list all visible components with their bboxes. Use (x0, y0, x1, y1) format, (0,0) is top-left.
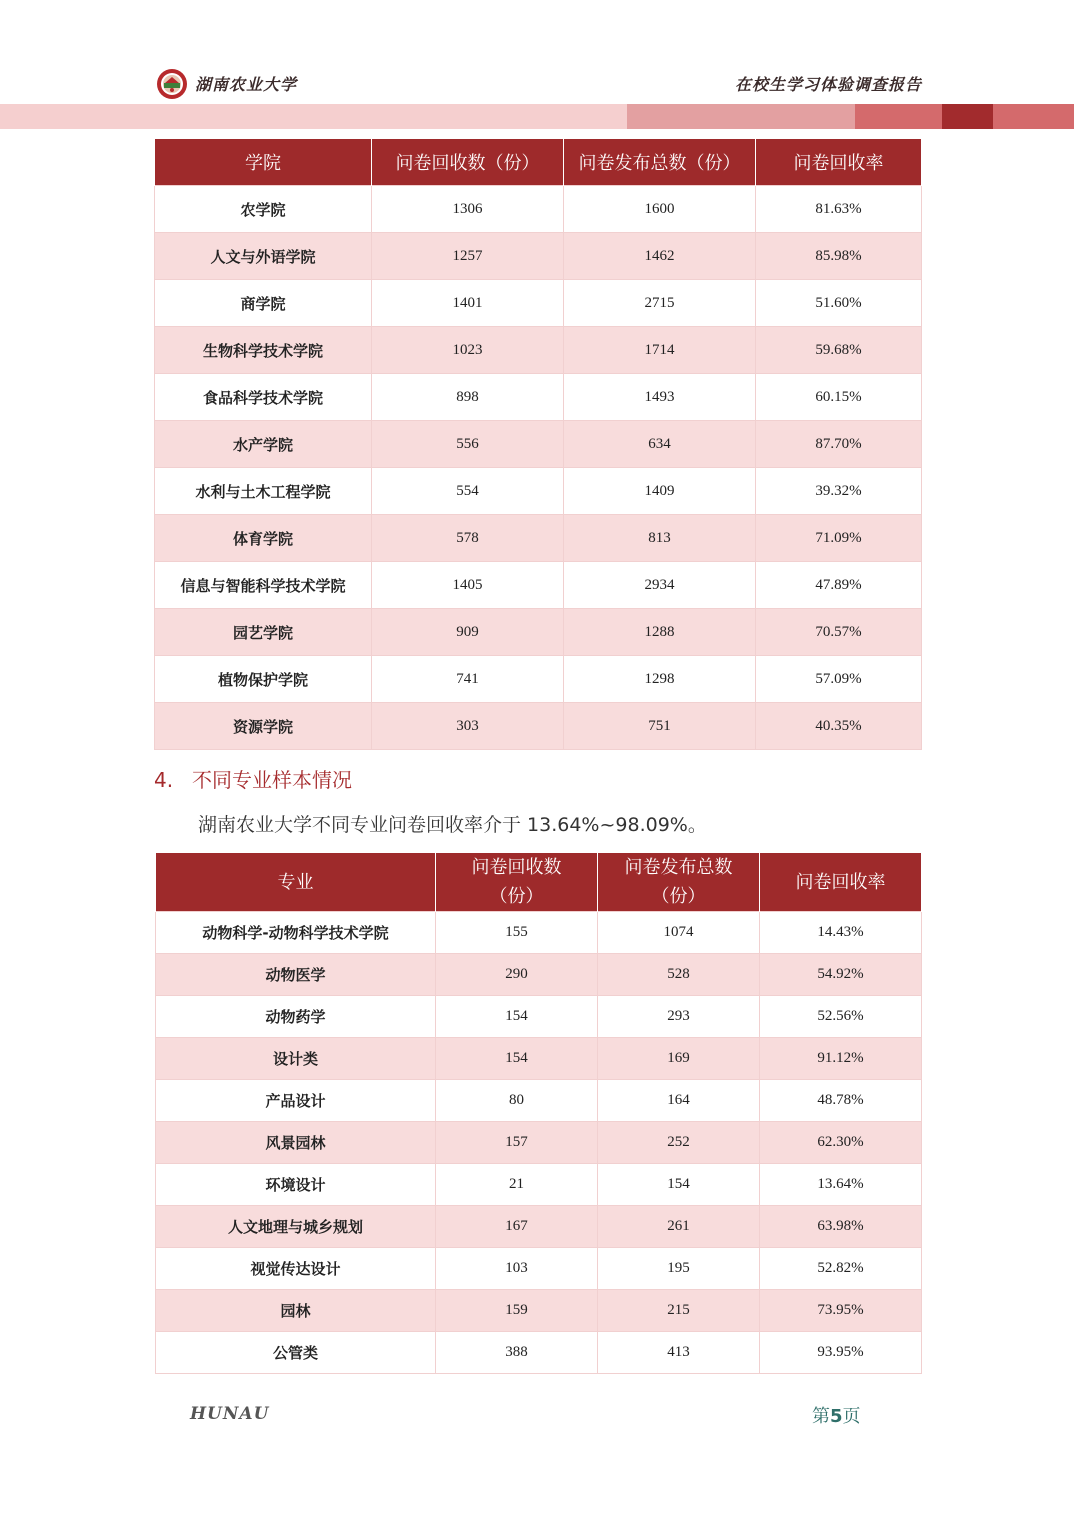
page-suffix: 页 (842, 1406, 861, 1427)
distributed-cell: 1298 (564, 656, 756, 703)
name-cell: 体育学院 (155, 515, 372, 562)
header-university-name: 湖南农业大学 (195, 75, 298, 94)
distributed-cell: 1288 (564, 609, 756, 656)
name-cell: 水产学院 (155, 421, 372, 468)
page-number-value: 5 (830, 1406, 843, 1427)
table-row (156, 1206, 922, 1248)
rate-cell: 93.95% (760, 1332, 922, 1374)
name-cell: 水利与土木工程学院 (155, 468, 372, 515)
table-row (156, 1038, 922, 1080)
rate-cell: 81.63% (756, 186, 922, 233)
table-row (155, 421, 922, 468)
distributed-cell: 2715 (564, 280, 756, 327)
rate-cell: 52.56% (760, 996, 922, 1038)
header-band-light (0, 104, 627, 129)
distributed-cell: 634 (564, 421, 756, 468)
rate-cell: 62.30% (760, 1122, 922, 1164)
section-intro-text: 湖南农业大学不同专业问卷回收率介于 13.64%~98.09%。 (198, 814, 707, 836)
distributed-cell: 413 (598, 1332, 760, 1374)
section-number: 4. (154, 768, 174, 792)
section-title: 不同专业样本情况 (192, 768, 352, 792)
responses-cell: 154 (436, 996, 598, 1038)
table-row (155, 280, 922, 327)
responses-cell: 556 (372, 421, 564, 468)
name-cell: 产品设计 (156, 1080, 436, 1122)
responses-cell: 290 (436, 954, 598, 996)
table-header-row (155, 139, 922, 186)
rate-cell: 13.64% (760, 1164, 922, 1206)
table-row (155, 468, 922, 515)
table-row (156, 1248, 922, 1290)
table-row (156, 1290, 922, 1332)
page-number (812, 1402, 861, 1428)
name-cell: 园林 (156, 1290, 436, 1332)
section-heading (154, 764, 352, 793)
table-row (155, 562, 922, 609)
rate-cell: 57.09% (756, 656, 922, 703)
responses-cell: 741 (372, 656, 564, 703)
table-row (155, 609, 922, 656)
university-seal-logo (156, 68, 188, 100)
responses-cell: 303 (372, 703, 564, 750)
distributed-cell: 2934 (564, 562, 756, 609)
table-header-row (156, 853, 922, 912)
table-row (155, 233, 922, 280)
header-band-mid (627, 104, 855, 129)
col-header-responses (436, 853, 598, 912)
major-response-table (155, 853, 922, 1374)
responses-cell: 80 (436, 1080, 598, 1122)
header-band-accent (855, 104, 942, 129)
responses-cell: 157 (436, 1122, 598, 1164)
name-cell: 公管类 (156, 1332, 436, 1374)
name-cell: 人文与外语学院 (155, 233, 372, 280)
responses-cell: 154 (436, 1038, 598, 1080)
distributed-cell: 261 (598, 1206, 760, 1248)
name-cell: 生物科学技术学院 (155, 327, 372, 374)
rate-cell: 48.78% (760, 1080, 922, 1122)
col-header-major: 专业 (156, 853, 436, 912)
footer-logo-text: HUNAU (190, 1404, 270, 1424)
table-row (155, 374, 922, 421)
responses-cell: 1405 (372, 562, 564, 609)
header-band-accent-right (993, 104, 1074, 129)
rate-cell: 71.09% (756, 515, 922, 562)
header-band-dark (942, 104, 993, 129)
distributed-cell: 1600 (564, 186, 756, 233)
col-header-college: 学院 (155, 139, 372, 186)
name-cell: 园艺学院 (155, 609, 372, 656)
rate-cell: 87.70% (756, 421, 922, 468)
name-cell: 农学院 (155, 186, 372, 233)
distributed-cell: 1714 (564, 327, 756, 374)
name-cell: 食品科学技术学院 (155, 374, 372, 421)
name-cell: 风景园林 (156, 1122, 436, 1164)
distributed-cell: 1409 (564, 468, 756, 515)
responses-cell: 1023 (372, 327, 564, 374)
name-cell: 植物保护学院 (155, 656, 372, 703)
name-cell: 设计类 (156, 1038, 436, 1080)
col-header-distributed (598, 853, 760, 912)
rate-cell: 73.95% (760, 1290, 922, 1332)
distributed-cell: 813 (564, 515, 756, 562)
distributed-cell: 1074 (598, 912, 760, 954)
responses-cell: 1306 (372, 186, 564, 233)
responses-cell: 167 (436, 1206, 598, 1248)
table-row (155, 186, 922, 233)
col-header-distributed: 问卷发布总数（份） (564, 139, 756, 186)
table-row (156, 954, 922, 996)
rate-cell: 70.57% (756, 609, 922, 656)
responses-cell: 159 (436, 1290, 598, 1332)
table-row (156, 1080, 922, 1122)
distributed-cell: 169 (598, 1038, 760, 1080)
rate-cell: 91.12% (760, 1038, 922, 1080)
page-prefix: 第 (812, 1406, 830, 1427)
table-row (156, 1164, 922, 1206)
rate-cell: 60.15% (756, 374, 922, 421)
table-row (155, 515, 922, 562)
col-header-responses-line2: （份） (489, 886, 544, 907)
col-header-responses: 问卷回收数（份） (372, 139, 564, 186)
name-cell: 动物医学 (156, 954, 436, 996)
table-row (156, 1122, 922, 1164)
rate-cell: 51.60% (756, 280, 922, 327)
col-header-responses-line1: 问卷回收数 (471, 857, 562, 878)
table-row (155, 656, 922, 703)
responses-cell: 578 (372, 515, 564, 562)
rate-cell: 14.43% (760, 912, 922, 954)
distributed-cell: 293 (598, 996, 760, 1038)
college-response-table (154, 139, 922, 750)
distributed-cell: 215 (598, 1290, 760, 1332)
responses-cell: 388 (436, 1332, 598, 1374)
table-row (155, 327, 922, 374)
col-header-rate: 问卷回收率 (760, 853, 922, 912)
name-cell: 资源学院 (155, 703, 372, 750)
responses-cell: 103 (436, 1248, 598, 1290)
responses-cell: 1257 (372, 233, 564, 280)
rate-cell: 85.98% (756, 233, 922, 280)
name-cell: 信息与智能科学技术学院 (155, 562, 372, 609)
table-row (156, 912, 922, 954)
rate-cell: 39.32% (756, 468, 922, 515)
responses-cell: 898 (372, 374, 564, 421)
rate-cell: 63.98% (760, 1206, 922, 1248)
responses-cell: 21 (436, 1164, 598, 1206)
name-cell: 视觉传达设计 (156, 1248, 436, 1290)
table-row (155, 703, 922, 750)
responses-cell: 909 (372, 609, 564, 656)
distributed-cell: 1493 (564, 374, 756, 421)
distributed-cell: 154 (598, 1164, 760, 1206)
table-row (156, 996, 922, 1038)
col-header-distributed-line1: 问卷发布总数 (624, 857, 733, 878)
distributed-cell: 751 (564, 703, 756, 750)
header-report-title: 在校生学习体验调查报告 (734, 75, 922, 94)
name-cell: 环境设计 (156, 1164, 436, 1206)
rate-cell: 52.82% (760, 1248, 922, 1290)
distributed-cell: 1462 (564, 233, 756, 280)
responses-cell: 155 (436, 912, 598, 954)
col-header-distributed-line2: （份） (651, 886, 706, 907)
name-cell: 商学院 (155, 280, 372, 327)
name-cell: 动物药学 (156, 996, 436, 1038)
name-cell: 动物科学-动物科学技术学院 (156, 912, 436, 954)
rate-cell: 54.92% (760, 954, 922, 996)
distributed-cell: 528 (598, 954, 760, 996)
distributed-cell: 164 (598, 1080, 760, 1122)
col-header-rate: 问卷回收率 (756, 139, 922, 186)
rate-cell: 40.35% (756, 703, 922, 750)
rate-cell: 47.89% (756, 562, 922, 609)
table-row (156, 1332, 922, 1374)
distributed-cell: 195 (598, 1248, 760, 1290)
responses-cell: 1401 (372, 280, 564, 327)
responses-cell: 554 (372, 468, 564, 515)
rate-cell: 59.68% (756, 327, 922, 374)
distributed-cell: 252 (598, 1122, 760, 1164)
name-cell: 人文地理与城乡规划 (156, 1206, 436, 1248)
